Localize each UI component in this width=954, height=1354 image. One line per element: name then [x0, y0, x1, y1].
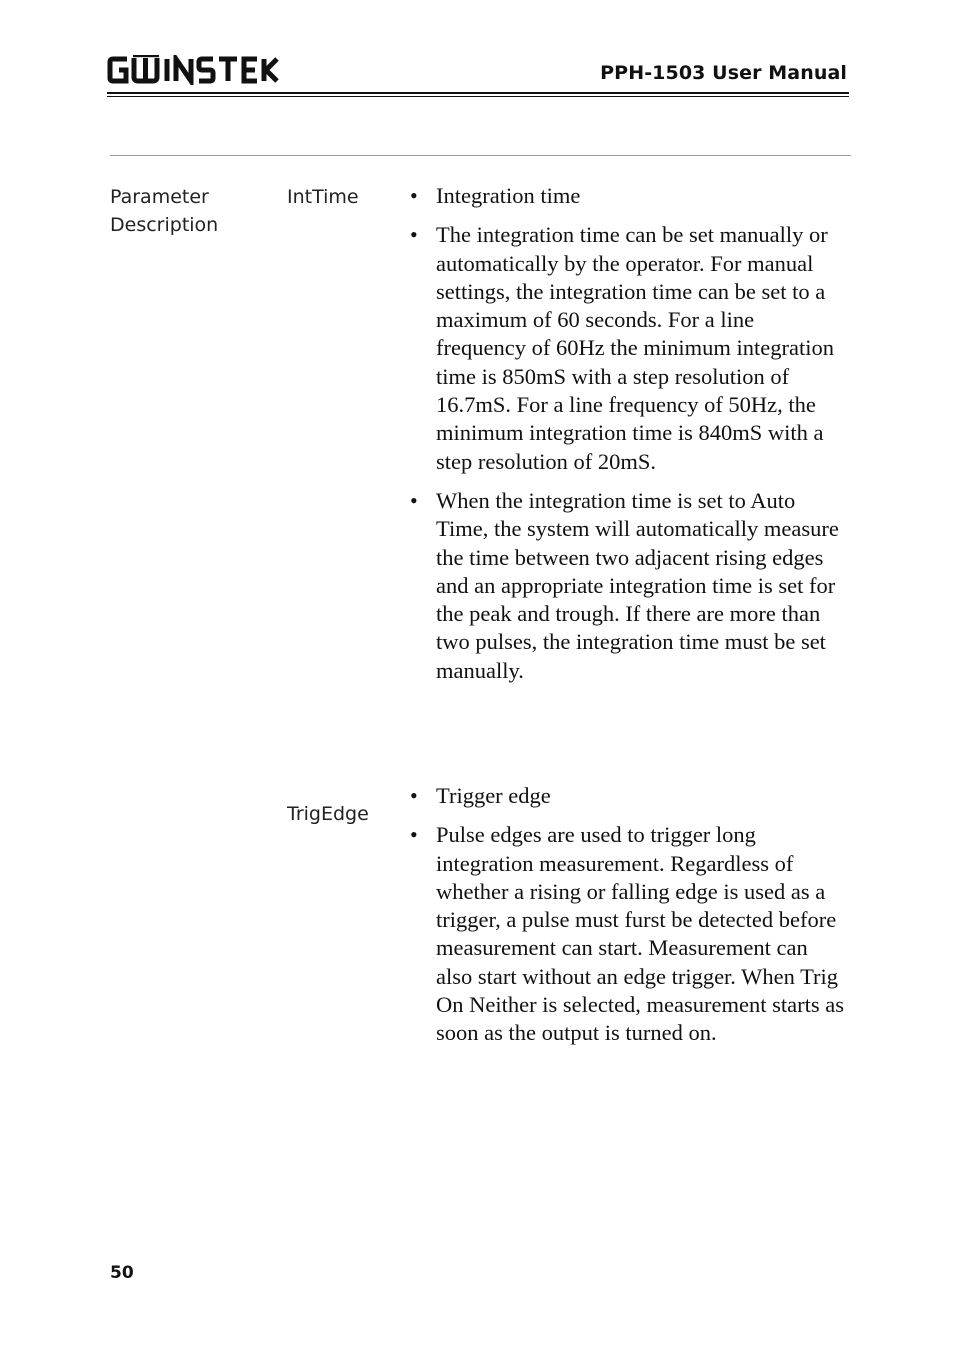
- list-item: • When the integration time is set to Auto Time, the system will automatically measure the time between two adjacent rising edges and an appropriate integration time is set for the peak and trough. If there are more than two pulses, the integration time must be set manually.: [410, 487, 839, 683]
- bullet-icon: •: [410, 222, 418, 248]
- header-rule-thick: [107, 92, 849, 94]
- page-number: 50: [110, 1263, 134, 1283]
- inttime-bullet-list: [408, 182, 844, 696]
- bullet-icon: •: [410, 822, 418, 848]
- list-item: • Trigger edge: [408, 782, 844, 810]
- list-item: • The integration time can be set manually or automatically by the operator. For manual settings, the integration time can be set to a maximum of 60 seconds. For a line frequency of 60Hz the minimum integration time is 850mS with a step resolution of 16.7mS. For a line frequency of 50Hz, the minimum integration time is 840mS with a step resolution of 20mS.: [410, 222, 835, 474]
- list-item: • Integration time: [408, 182, 844, 210]
- list-item: • Pulse edges are used to trigger long integration measurement. Regardless of whether a rising or falling edge is used as a trigger, a pulse must furst be detected before measurement can start. Measurement can also start without an edge trigger. When Trig On Neither is selected, measurement starts as soon as the output is turned on.: [410, 822, 844, 1046]
- trigedge-bullet-list: [408, 782, 844, 1059]
- page-header: [107, 50, 849, 100]
- header-rule-thin: [107, 96, 849, 97]
- gw-instek-logo: [107, 55, 279, 85]
- section-divider: [110, 155, 851, 156]
- param-name-inttime: IntTime: [287, 186, 359, 208]
- bullet-icon: •: [410, 487, 418, 513]
- bullet-icon: •: [410, 183, 418, 208]
- manual-title: PPH-1503 User Manual: [600, 62, 847, 84]
- parameter-description-label: Parameter Description: [110, 186, 219, 236]
- param-name-trigedge: TrigEdge: [287, 803, 369, 825]
- bullet-icon: •: [410, 783, 418, 808]
